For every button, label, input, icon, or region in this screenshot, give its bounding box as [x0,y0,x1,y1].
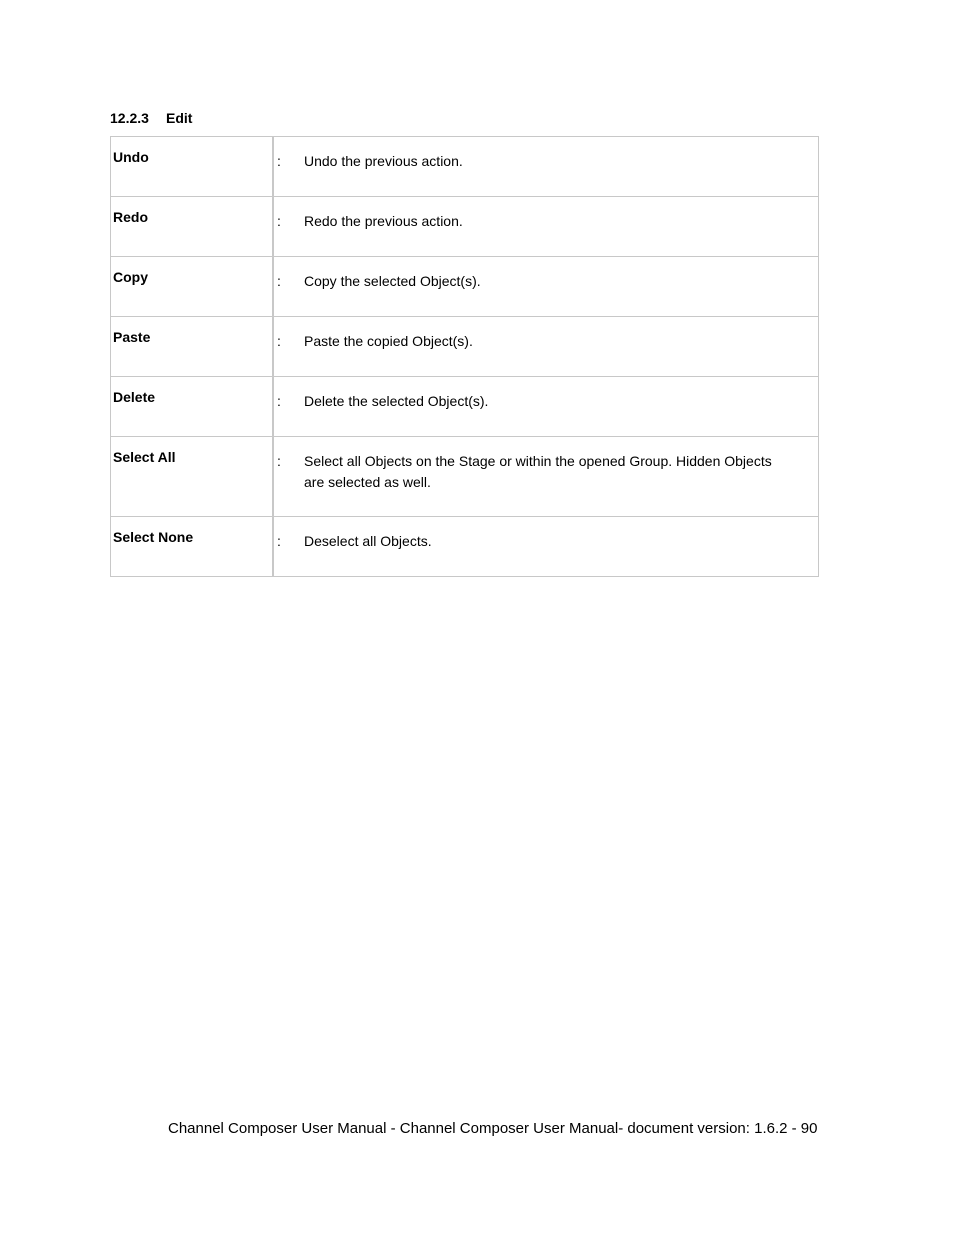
row-term: Redo [111,197,274,257]
row-description-cell [273,317,819,377]
row-term: Select None [111,517,274,577]
row-description: Deselect all Objects. [304,533,432,549]
row-description: Delete the selected Object(s). [304,393,489,409]
section-title: Edit [166,110,193,126]
row-description: Select all Objects on the Stage or within the opened Group. Hidden Objects are selected as well. [304,453,772,490]
row-description-cell [273,437,819,517]
table-row [111,377,819,437]
row-description-cell [273,257,819,317]
row-separator: : [277,453,281,469]
page-footer: Channel Composer User Manual - Channel Composer User Manual- document version: 1.6.2 - 90 [168,1120,818,1137]
row-term: Copy [111,257,274,317]
row-description-cell [273,137,819,197]
row-term: Delete [111,377,274,437]
table-row [111,317,819,377]
table-row [111,137,819,197]
row-description-cell [273,197,819,257]
section-heading [110,110,192,126]
row-separator: : [277,533,281,549]
row-separator: : [277,333,281,349]
edit-menu-table [110,136,819,577]
row-term: Paste [111,317,274,377]
row-description-cell [273,517,819,577]
row-description-cell [273,377,819,437]
row-term: Undo [111,137,274,197]
section-number: 12.2.3 [110,110,149,126]
table-row [111,257,819,317]
row-description: Paste the copied Object(s). [304,333,473,349]
row-separator: : [277,213,281,229]
table-row [111,437,819,517]
row-description: Redo the previous action. [304,213,463,229]
row-separator: : [277,153,281,169]
row-separator: : [277,273,281,289]
table-row [111,197,819,257]
row-description: Undo the previous action. [304,153,463,169]
row-term: Select All [111,437,274,517]
table-row [111,517,819,577]
row-separator: : [277,393,281,409]
row-description: Copy the selected Object(s). [304,273,481,289]
